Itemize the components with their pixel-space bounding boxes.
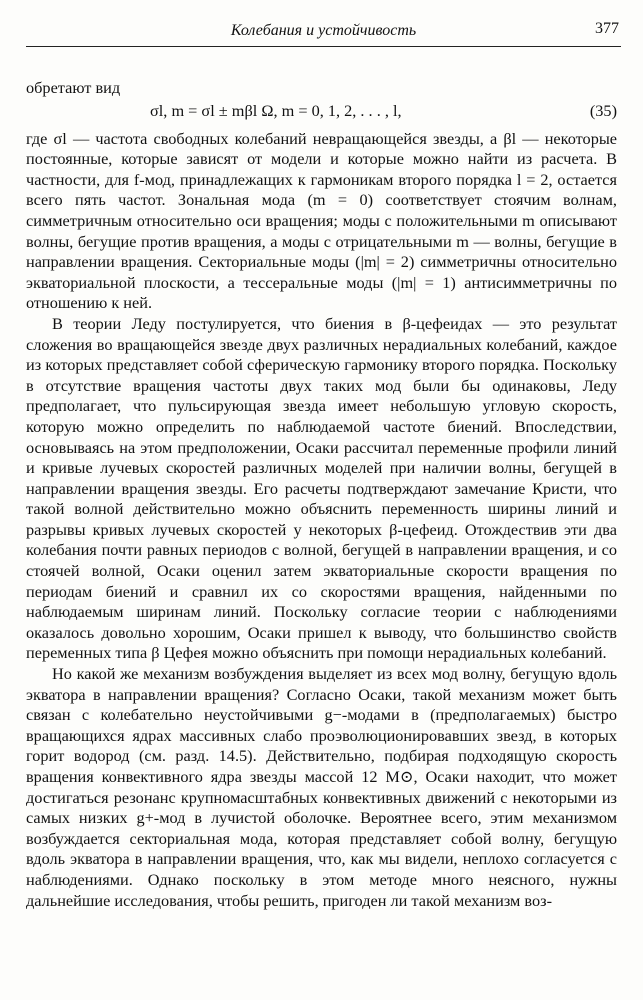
equation-number: (35): [589, 100, 617, 120]
paragraph-3: Но какой же механизм возбуждения выделяет из всех мод волну, бегущую вдоль экватора в направлении вращения? Согласно Осаки, такой механизм может быть связан с колебательно неустойчивыми g−-модами в (предполагаемых) быстро вращающихся ядрах массивных слабо проэволюционировавших звезд, в которых горит водород (см. разд. 14.5). Действительно, подбирая подходящую скорость вращения конвективного ядра звезды массой 12 M⊙, Осаки находит, что может достигаться резонанс крупномасштабных конвективных движений с некоторыми из самых низких g+-мод в лучистой оболочке. Вероятнее всего, этим механизмом возбуждается секториальная мода, которая представляет собой волну, бегущую вдоль экватора в направлении вращения, что, как мы видели, неплохо согласуется с наблюдениями. Однако поскольку в этом методе много неясного, нужны дальнейшие исследования, чтобы решить, пригоден ли такой механизм воз-: [26, 664, 617, 910]
page-header: [26, 18, 621, 47]
equation-35: [26, 99, 617, 129]
page-body: [26, 78, 617, 911]
intro-line: обретают вид: [26, 78, 121, 97]
paragraph-2: В теории Леду постулируется, что биения в β-цефеидах — это результат сложения во вращающейся звезде двух различных нерадиальных колебаний, каждое из которых представляет собой сферическую гармонику второго порядка. Поскольку в отсутствие вращения частоты двух таких мод были бы одинаковы, Леду предполагает, что пульсирующая звезда имеет небольшую угловую скорость, которую можно определить по наблюдаемой частоте биений. Впоследствии, основываясь на этом предположении, Осаки рассчитал переменные профили линий и кривые лучевых скоростей различных моделей при наличии волны, бегущей в направлении вращения звезды. Его расчеты подтверждают замечание Кристи, что такой волной действительно можно объяснить переменность ширины линий и разрывы кривых лучевых скоростей у некоторых β-цефеид. Отождествив эти два колебания почти равных периодов с волной, бегущей в направлении вращения, и со стоячей волной, Осаки оценил затем экваториальные скорости вращения по периодам биений и сравнил их со скоростями вращения, найденными по наблюдаемым ширинам линий. Поскольку согласие теории с наблюдениями оказалось довольно хорошим, Осаки пришел к выводу, что большинство свойств переменных типа β Цефея можно объяснить при помощи нерадиальных колебаний.: [26, 313, 617, 663]
page-number: 377: [595, 20, 619, 37]
paragraph-1: где σl — частота свободных колебаний невращающейся звезды, а βl — некоторые постоянные, которые зависят от модели и которые можно найти из расчета. В частности, для f-мод, принадлежащих к гармоникам второго порядка l = 2, остается всего пять частот. Зональная мода (m = 0) соответствует стоячим волнам, симметричным относительно оси вращения; моды с положительными m описывают волны, бегущие против вращения, а моды с отрицательными m — волны, бегущие в направлении вращения. Секториальные моды (|m| = 2) симметричны относительно экваториальной плоскости, а тессеральные моды (|m| = 1) антисимметричны по отношению к ней.: [26, 128, 617, 313]
running-title: Колебания и устойчивость: [230, 22, 417, 39]
equation-text: σl, m = σl ± mβl Ω, m = 0, 1, 2, . . . , l,: [150, 100, 402, 120]
